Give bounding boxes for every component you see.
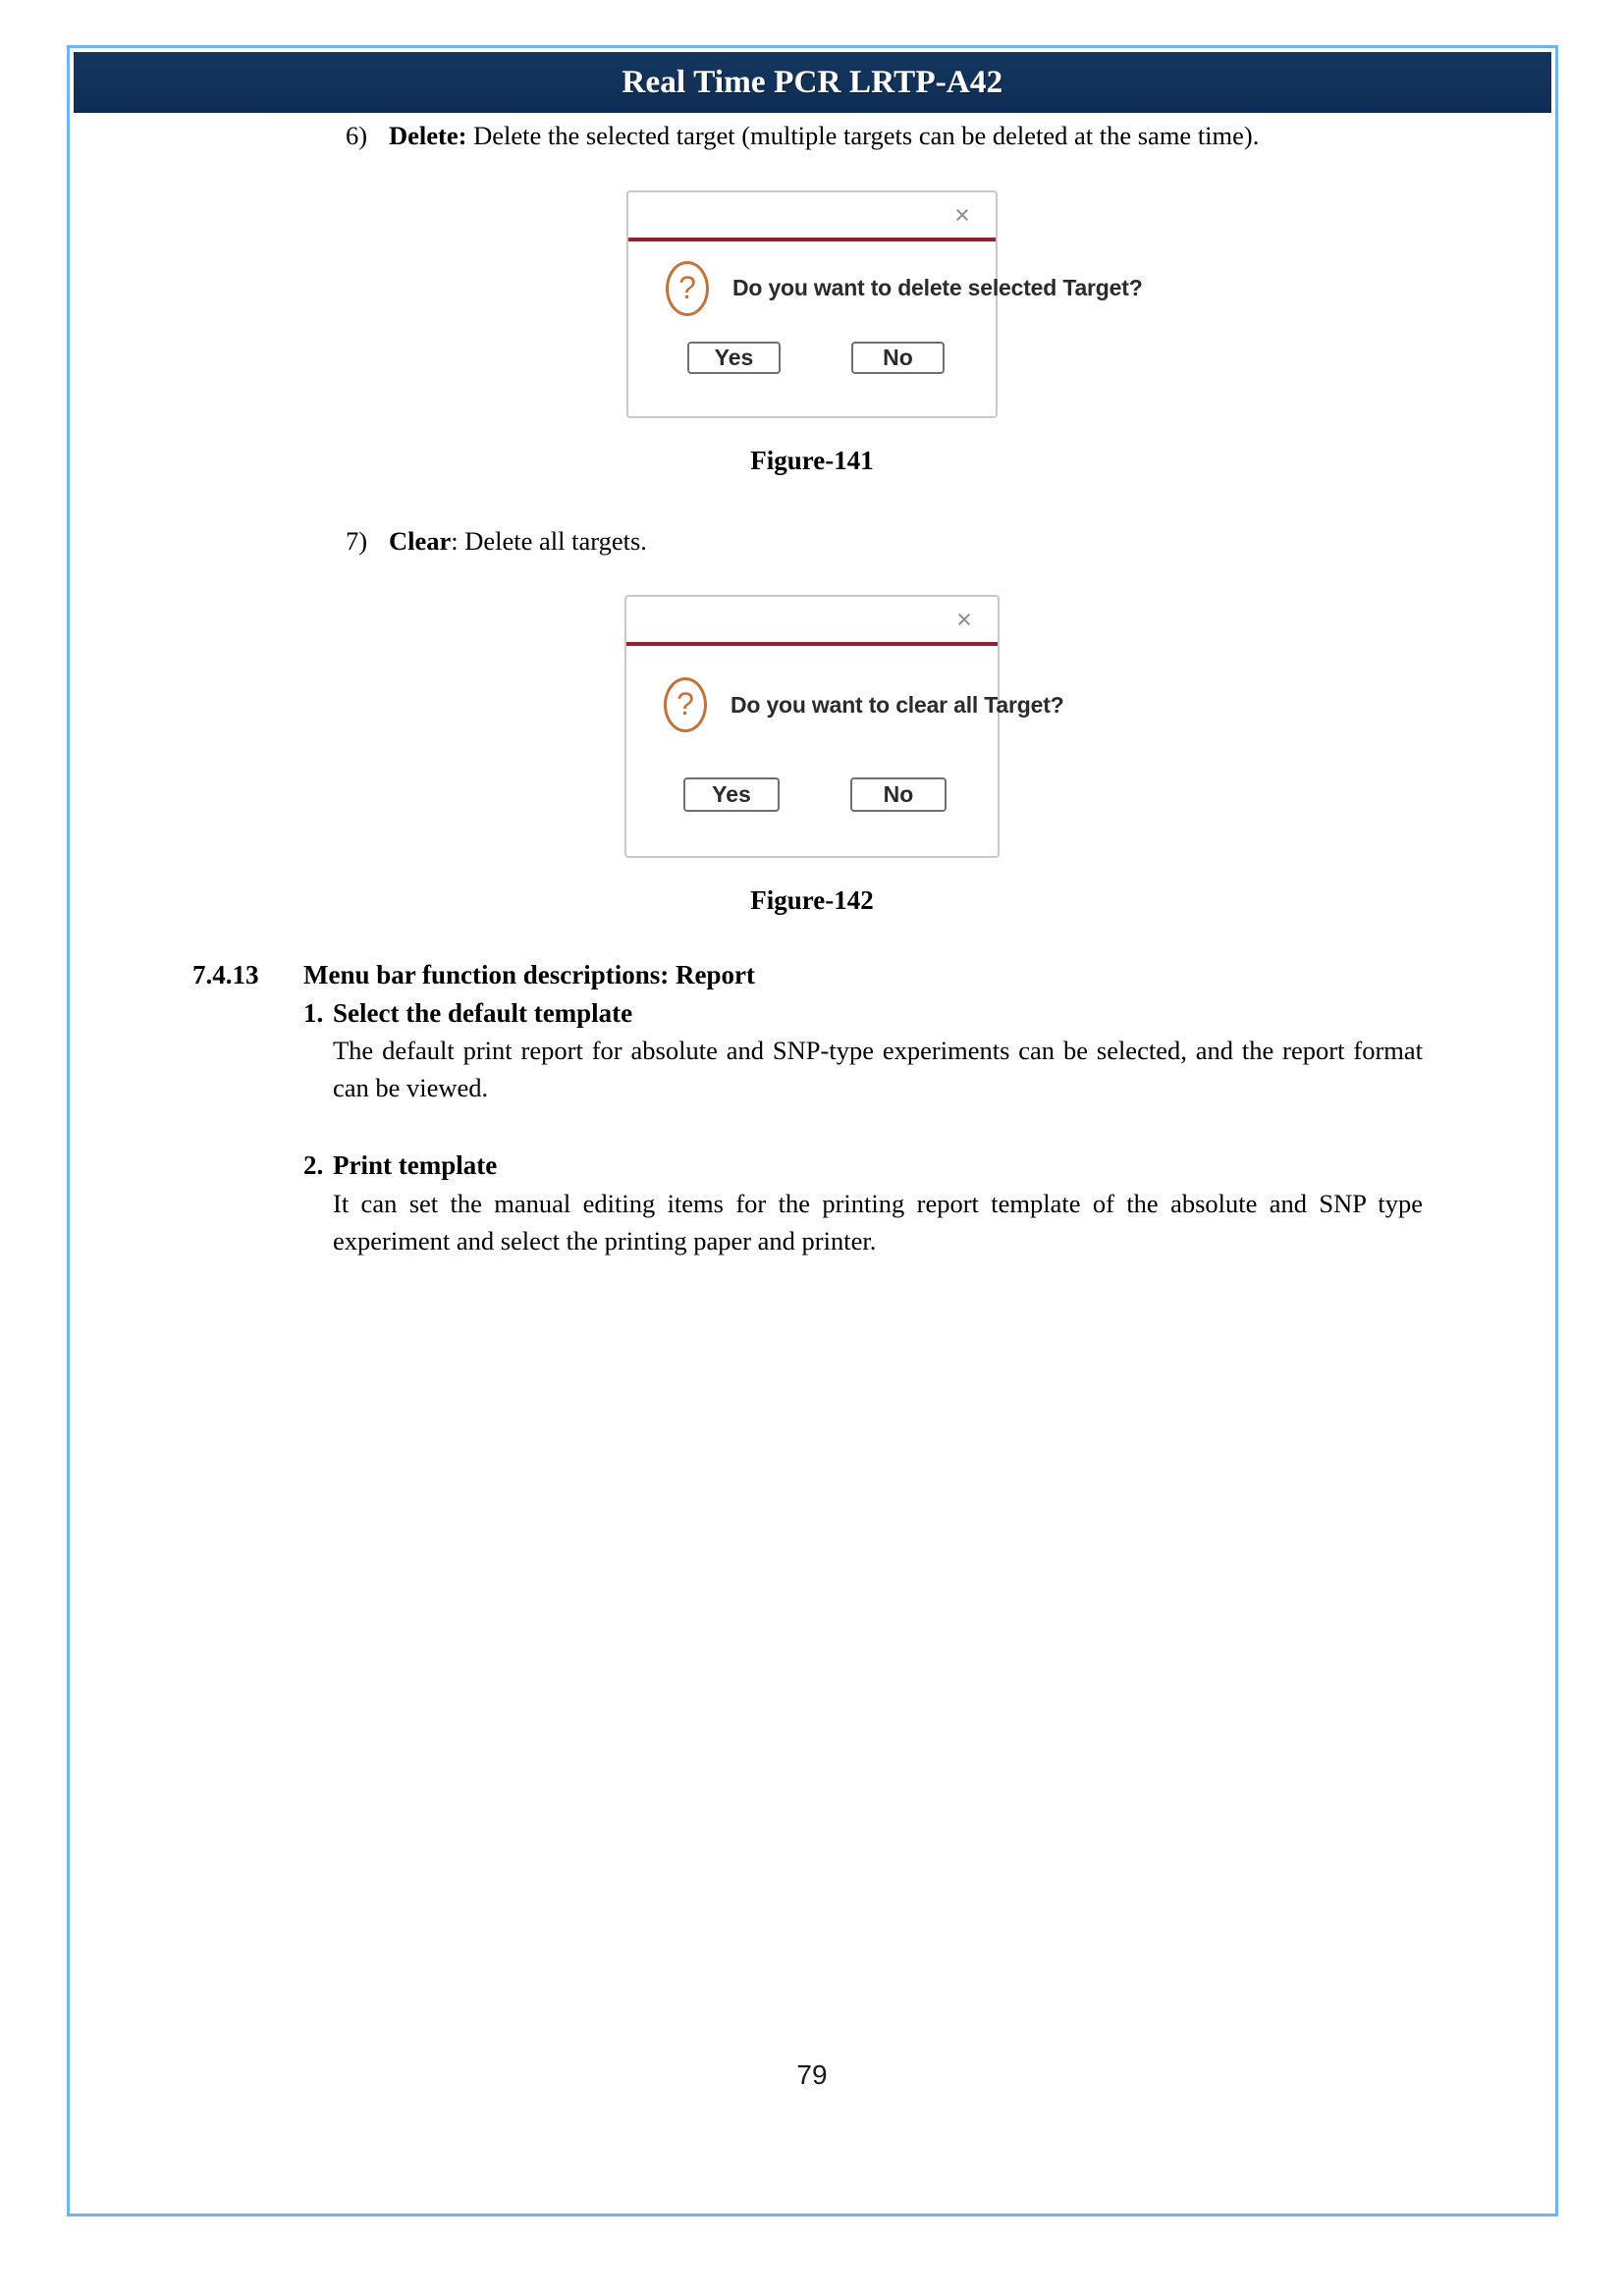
close-icon[interactable]: × (954, 199, 970, 230)
yes-button[interactable]: Yes (683, 777, 780, 812)
question-mark-icon (666, 261, 709, 316)
section-item-1-heading (303, 995, 1423, 1032)
section-item-2-title: Print template (333, 1150, 498, 1181)
section-item-2-heading (303, 1148, 1423, 1184)
term-delete: Delete: (389, 121, 467, 150)
section-item-1-number: 1. (303, 997, 324, 1028)
question-mark-icon-glyph: ? (677, 686, 694, 722)
dialog-titlebar (626, 597, 998, 642)
figure-141-caption: Figure-141 (750, 445, 874, 475)
no-button[interactable]: No (851, 342, 945, 374)
section-item-2-body: It can set the manual editing items for the printing report template of the absolute and SNP type experiment and select the printing paper and printer. (333, 1188, 1423, 1255)
section-number: 7.4.13 (192, 960, 259, 990)
figure-142-caption: Figure-142 (750, 885, 874, 916)
list-item-clear-text (389, 523, 1423, 561)
page-content (0, 118, 1624, 1259)
list-item-delete-text (389, 118, 1423, 155)
dialog-message: Do you want to clear all Target? (731, 691, 1064, 718)
question-mark-icon-glyph: ? (678, 269, 696, 305)
yes-button[interactable]: Yes (687, 342, 781, 374)
dialog-button-row (626, 777, 998, 812)
figure-141-block (0, 190, 1624, 476)
list-marker-6: 6) (346, 121, 368, 150)
section-item-1 (303, 995, 1423, 1107)
term-clear-description: : Delete all targets. (451, 525, 647, 556)
no-button[interactable]: No (850, 777, 947, 812)
term-clear: Clear (389, 525, 452, 556)
dialog-titlebar (628, 192, 996, 238)
list-marker-7: 7) (346, 525, 368, 556)
section-item-2 (303, 1148, 1423, 1259)
section-item-1-body: The default print report for absolute and SNP-type experiments can be selected, and the report format can be viewed. (333, 1035, 1423, 1103)
question-mark-icon (664, 677, 707, 732)
section-item-1-title: Select the default template (333, 997, 633, 1028)
dialog-button-row (628, 342, 996, 374)
running-header-banner (74, 52, 1551, 113)
section-title: Menu bar function descriptions: Report (303, 960, 756, 990)
list-item-clear (346, 523, 1423, 561)
dialog-message: Do you want to delete selected Target? (732, 275, 1143, 301)
term-delete-description: Delete the selected target (multiple targets can be deleted at the same time). (466, 121, 1260, 150)
document-title: Real Time PCR LRTP-A42 (622, 64, 1003, 100)
figure-142-block (0, 595, 1624, 916)
dialog-body (628, 241, 1143, 336)
dialog-body (626, 646, 1064, 764)
clear-target-dialog (624, 595, 1064, 858)
section-7-4-13 (192, 957, 1423, 1259)
page-number: 79 (796, 2059, 828, 2090)
delete-target-dialog (626, 190, 1143, 418)
close-icon[interactable]: × (956, 605, 972, 635)
section-item-2-number: 2. (303, 1150, 324, 1181)
list-item-delete (346, 118, 1423, 155)
section-heading (192, 957, 1423, 992)
